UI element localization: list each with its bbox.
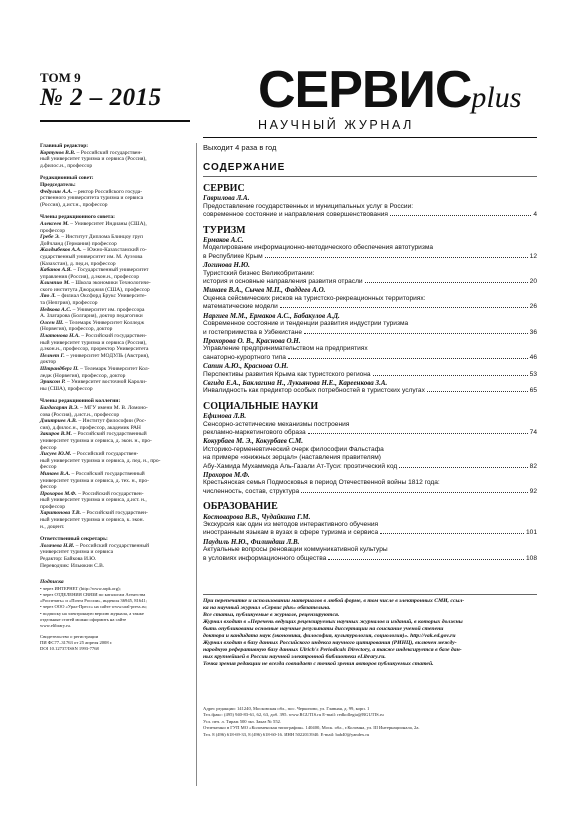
board-line xyxy=(40,497,190,504)
council-members-heading: Члены редакционного совета: xyxy=(40,214,116,221)
toc-page-number: 101 xyxy=(525,529,537,537)
board-line xyxy=(40,247,190,254)
toc-section-title: ОБРАЗОВАНИЕ xyxy=(203,501,278,513)
toc-title-line: Актуальные вопросы реновации коммуникативной культуры xyxy=(203,546,388,554)
toc-title-line: Моделирование информационно-методического обеспечения автотуризма xyxy=(203,244,434,252)
person-affiliation: профессор xyxy=(40,227,65,234)
toc-page-number: 20 xyxy=(529,278,537,286)
toc-entry-line[interactable] xyxy=(203,555,537,563)
board-line xyxy=(40,451,190,458)
address-line: Усл. печ. л. Тираж 500 экз. Заказ № 552. xyxy=(203,718,282,724)
council-chair-heading: Председатель: xyxy=(40,181,76,188)
board-line xyxy=(40,346,190,353)
subscription-line: • через ОТДЕЛЕНИЯ СВЯЗИ по каталогам Агентства xyxy=(40,592,146,598)
toc-title-line: Экскурсия как один из методов интерактивного обучения xyxy=(203,521,379,529)
person-affiliation: ны (США), профессор xyxy=(40,385,93,392)
person-affiliation: – Государственный университет xyxy=(71,267,149,274)
person-affiliation: – Российский государствен- xyxy=(71,451,139,458)
person-affiliation: – Телемарк Университет Кол- xyxy=(78,366,150,372)
toc-entry-line[interactable] xyxy=(203,463,537,471)
person-affiliation: профессор xyxy=(40,503,65,510)
toc-entry-line[interactable] xyxy=(203,529,537,537)
toc-dot-leader xyxy=(373,375,528,376)
board-line xyxy=(40,163,190,170)
board-line xyxy=(40,366,190,373)
person-affiliation: – университет МОДУЛЬ (Австрия), xyxy=(64,352,150,359)
board-line xyxy=(40,202,190,209)
board-line xyxy=(40,484,190,491)
person-affiliation: сия), д.филос.н., профессор, академик РАН xyxy=(40,424,141,431)
note-line: ных крупнейшей в России научной электронной библиотеки eLibrary.ru. xyxy=(203,654,386,660)
board-line xyxy=(40,189,190,196)
person-affiliation: та (Непгрия), профессор xyxy=(40,300,98,307)
board-line xyxy=(40,464,190,471)
toc-page-number: 4 xyxy=(533,211,537,219)
person-name: Багдасарян В.Э. xyxy=(40,404,79,411)
journal-logo xyxy=(258,61,522,119)
subscription-line: отдельные статей можно оформить на сайте xyxy=(40,616,127,622)
toc-dot-leader xyxy=(365,282,528,283)
frequency-text: Выходит 4 раза в год xyxy=(203,143,277,152)
subscription-heading: Подписка xyxy=(40,579,64,586)
person-affiliation: Переводчик: Ильюкин С.В. xyxy=(40,562,105,569)
contents-title: СОДЕРЖАНИЕ xyxy=(203,162,286,173)
person-affiliation: – Институт философии (Рос- xyxy=(77,418,147,425)
person-name: Олсен Ш. xyxy=(40,319,64,326)
toc-title-line: Сенсорно-эстетические механизмы построения xyxy=(203,420,350,428)
board-line xyxy=(40,478,190,485)
note-line: народную реферативную базу данных Ulrich's Periodicals Directory, а также индексируется в базе дан- xyxy=(203,647,462,653)
person-affiliation: – Институт Диплома Блинцоу груп xyxy=(59,234,144,241)
board-line xyxy=(40,280,190,287)
board-line xyxy=(40,431,190,438)
toc-title-line: и гостеприимства в Узбекистане xyxy=(203,328,302,336)
board-members-block xyxy=(40,405,190,530)
contents-rule xyxy=(203,176,537,177)
toc-page-number: 36 xyxy=(529,328,537,336)
note-rule xyxy=(203,594,537,595)
person-name: Харитонова Т.В. xyxy=(40,510,81,517)
note-line: Журнал входит в базу данных Российского индекса научного цитирования (РИНЦ), включен между- xyxy=(203,640,457,646)
person-affiliation: рственного университета туризма и сервиса xyxy=(40,195,144,202)
board-line xyxy=(40,386,190,393)
toc-section-title: ТУРИЗМ xyxy=(203,224,246,236)
person-affiliation: ный университет туризма и сервиса (Россия), xyxy=(40,156,147,163)
toc-page-number: 108 xyxy=(525,554,537,562)
person-name: Кортунов В.В. xyxy=(40,149,76,156)
toc-page-number: 74 xyxy=(529,428,537,436)
note-line: доктора и кандидата наук (экономика, философия, культурология, социология)». http://vak.ed.gov.ru xyxy=(203,633,456,639)
toc-dot-leader xyxy=(265,257,528,258)
person-name: Жалдыбеков А.А. xyxy=(40,247,82,254)
toc-dot-leader xyxy=(328,559,524,560)
toc-entry-line[interactable] xyxy=(203,488,537,496)
board-line xyxy=(40,418,190,425)
person-affiliation: – Российский государствен- xyxy=(80,510,148,517)
toc-entry-line[interactable] xyxy=(203,429,537,437)
journal-subtitle: НАУЧНЫЙ ЖУРНАЛ xyxy=(258,118,414,132)
board-line xyxy=(40,438,190,445)
person-affiliation: ный университет туризма и сервиса, к. экон. xyxy=(40,517,144,524)
toc-page-number: 65 xyxy=(529,387,537,395)
toc-title-line: на примере «книжных зерцал» (наставления правителям) xyxy=(203,454,381,462)
publisher-address xyxy=(203,706,537,738)
council-members-block xyxy=(40,221,190,392)
toc-title-line: Историко-герменевтический очерк философии Фальстафа xyxy=(203,445,384,453)
board-line xyxy=(40,333,190,340)
board-line xyxy=(40,458,190,465)
person-affiliation: фессор xyxy=(40,464,57,471)
logo-plus-text: plus xyxy=(471,81,522,114)
header-rule-left xyxy=(40,120,190,122)
person-affiliation: – Российский государственный xyxy=(74,542,150,549)
toc-author: Ефимова Л.В. xyxy=(203,412,247,421)
toc-title-line: Перспективы развития Крыма как туристского региона xyxy=(203,370,371,378)
toc-author: Кокурбаев М. Э., Кокурбаев С.М. xyxy=(203,437,303,446)
person-affiliation: Редактор: Байкова И.Ю. xyxy=(40,556,97,563)
note-line: быть опубликованы основные научные результаты диссертации на соискание ученой степени xyxy=(203,626,444,632)
logo-main-text: СЕРВИС xyxy=(258,61,472,119)
note-line: Журнал входит в «Перечень ведущих рецензируемых научных журналов и изданий, в которых должны xyxy=(203,619,463,625)
toc-dot-leader xyxy=(427,391,528,392)
toc-dot-leader xyxy=(308,433,528,434)
chief-editor-heading: Главный редактор: xyxy=(40,143,89,149)
registration-line: Свидетельство о регистрации xyxy=(40,634,99,640)
toc-dot-leader xyxy=(304,333,528,334)
person-name: Дмитриев А.В. xyxy=(40,418,78,425)
address-line: Тел. 8 (496) 618-69-33, 8 (496) 618-60-16. ИНН 5022013940. E-mail: bab40@yandex.ru xyxy=(203,731,370,737)
person-affiliation: университет туризма и сервиса xyxy=(40,549,114,556)
toc-title-line: Управление предпринимательством на предприятиях xyxy=(203,345,368,353)
person-affiliation: – Телемарк Университет Колледж xyxy=(63,319,145,326)
person-affiliation: (Казахстан), д. пед.н, профессор xyxy=(40,260,116,267)
council-heading: Редакционный совет: xyxy=(40,175,94,182)
toc-entry-line[interactable] xyxy=(203,371,537,379)
board-line xyxy=(40,517,190,524)
board-line xyxy=(40,353,190,360)
board-line xyxy=(40,195,190,202)
person-name: Платонова Н.А. xyxy=(40,333,80,340)
subscription-block xyxy=(40,586,190,629)
person-name: Пелнет Г. xyxy=(40,352,65,359)
note-line: При перепечатке и использовании материалов в любой форме, в том числе в электронных СМИ, ссыл- xyxy=(203,598,465,604)
issue-label: № 2 – 2015 xyxy=(40,84,162,111)
toc-section-title: СЕРВИС xyxy=(203,183,245,194)
toc-title-line: Абу-Хамида Мухаммеда Аль-Газали Ат-Туси: проэтический код xyxy=(203,462,398,470)
person-affiliation: – Российский государствен- xyxy=(75,149,143,156)
toc-dot-leader xyxy=(301,492,527,493)
person-affiliation: ный университет туризма и сервиса, д. пед. н., про- xyxy=(40,457,161,464)
board-line xyxy=(40,234,190,241)
registration-block xyxy=(40,634,190,652)
toc-author: Костоварова В.В., Чудайкина Г.М. xyxy=(203,512,311,521)
board-line xyxy=(40,471,190,478)
person-name: Эриксон Р. xyxy=(40,379,66,386)
toc-section-title: СОЦИАЛЬНЫЕ НАУКИ xyxy=(203,400,319,412)
person-affiliation: (Россия), д.ист.н., профессор xyxy=(40,201,108,208)
toc-entry-line[interactable] xyxy=(203,253,537,261)
person-name: Кабанов А.Я. xyxy=(40,267,72,274)
toc-author: Прохоров М.Ф. xyxy=(203,471,250,479)
board-line xyxy=(40,359,190,366)
person-name: Штрандберг П. xyxy=(40,366,79,372)
person-name: Климпио М. xyxy=(40,280,70,287)
secretary-block xyxy=(40,543,190,569)
toc-entry-line[interactable] xyxy=(203,329,537,337)
subscription-line: www.elibrary.ru. xyxy=(40,623,71,629)
toc-author: Свгида Е.А., Баклагина Н., Лукьянова Н.Е., Кареенкова З.А. xyxy=(203,378,388,387)
person-affiliation: – Российский государственный xyxy=(70,470,145,477)
board-line xyxy=(40,379,190,386)
toc-entry-line[interactable] xyxy=(203,211,537,219)
person-name: Недкова А.С. xyxy=(40,306,72,313)
person-affiliation: ный университет туризма и сервиса (Россия), xyxy=(40,339,147,346)
table-of-contents xyxy=(203,185,537,563)
toc-dot-leader xyxy=(380,533,524,534)
toc-entry-line[interactable] xyxy=(203,278,537,286)
board-line xyxy=(40,313,190,320)
person-name: Алексеев М. xyxy=(40,220,69,227)
person-affiliation: н., доцент. xyxy=(40,523,65,530)
note-line: Все статьи, публикуемые в журнале, рецензируются. xyxy=(203,612,340,618)
person-affiliation: управления (Россия), д.экон.н., профессор xyxy=(40,273,139,280)
toc-author: Паудиль Н.Ю., Филиндаш Л.В. xyxy=(203,537,300,546)
toc-author: Гаврилова Л.А. xyxy=(203,194,250,203)
toc-title-line: современное состояние и направления совершенствования xyxy=(203,211,388,219)
toc-title-line: Инвалидность как предиктор особых потребностей в туристских услугах xyxy=(203,387,425,395)
toc-title-line: рекламно-маркетингового образа xyxy=(203,428,306,436)
person-name: Гребе Э. xyxy=(40,234,60,241)
toc-page-number: 53 xyxy=(529,370,537,378)
toc-author: Логинова Н.Ю. xyxy=(203,261,250,270)
toc-title-line: математические модели xyxy=(203,303,278,311)
toc-entry-line[interactable] xyxy=(203,354,537,362)
toc-title-line: численность, состав, структура xyxy=(203,487,300,495)
editorial-board-column xyxy=(40,143,190,652)
person-affiliation: – Российский государствен- xyxy=(76,490,144,497)
toc-author: Прохорова О. В., Краснова О.Н. xyxy=(203,336,301,345)
person-affiliation: – ректор Российского госуда- xyxy=(72,188,143,195)
person-affiliation: сударственный университет им. М. Ауэзова xyxy=(40,253,143,260)
person-affiliation: – Российский государственный xyxy=(72,431,147,438)
board-line xyxy=(40,563,190,570)
toc-entry-line[interactable] xyxy=(203,303,537,311)
person-affiliation: фессор xyxy=(40,484,57,491)
board-line xyxy=(40,267,190,274)
person-affiliation: доктор xyxy=(40,359,56,366)
person-affiliation: университет туризма и сервиса, д. экон. н., про- xyxy=(40,437,152,444)
council-block xyxy=(40,189,190,209)
person-affiliation: университет туризма и сервиса, д. тех. н., про- xyxy=(40,477,149,484)
person-affiliation: ледж (Норвегия), профессор, доктор xyxy=(40,372,126,379)
person-affiliation: – Российский государствен- xyxy=(79,333,147,340)
toc-author: Наргиев М.М., Ермаков А.С., Бабакулов А.Д. xyxy=(203,311,340,320)
person-affiliation: – Южно-Казахстанский го- xyxy=(81,247,147,254)
board-line xyxy=(40,274,190,281)
person-name: Федулин А.А. xyxy=(40,188,73,195)
toc-title-line: Предоставление государственных и муниципальных услуг в России: xyxy=(203,202,414,210)
registration-line: ПИ ФС77–31763 от 25 апреля 2008 г. xyxy=(40,640,113,646)
toc-page-number: 92 xyxy=(529,487,537,495)
person-affiliation: фессор xyxy=(40,444,57,451)
person-affiliation: Дойчланд (Германия) профессор xyxy=(40,240,117,247)
person-affiliation: А. Златарова (Болгария), доктор педагогики xyxy=(40,313,143,320)
board-line xyxy=(40,156,190,163)
person-affiliation: – филиал Оксфорд Брукс Университе- xyxy=(55,293,147,300)
board-line xyxy=(40,556,190,563)
column-divider xyxy=(196,143,197,786)
board-line xyxy=(40,300,190,307)
toc-author: Сапин А.Ю., Краснова О.Н. xyxy=(203,362,289,371)
board-line xyxy=(40,405,190,412)
toc-page-number: 82 xyxy=(529,462,537,470)
board-line xyxy=(40,524,190,531)
board-line xyxy=(40,221,190,228)
person-affiliation: – Университет Индианы (США), xyxy=(68,220,147,227)
toc-title-line: история и основные направления развития отрасли xyxy=(203,278,363,286)
header-rule-right xyxy=(203,137,537,138)
subscription-line: • через ИНТЕРНЕТ (http://www.arpk.org); xyxy=(40,585,121,591)
toc-title-line: в Республике Крым xyxy=(203,252,263,260)
toc-title-line: Современное состояние и тенденции развития индустрии туризма xyxy=(203,320,409,328)
person-affiliation: сова (Россия), д.ист.н., профессор xyxy=(40,411,120,418)
copyright-note xyxy=(203,598,537,668)
board-heading: Члены редакционной коллегии: xyxy=(40,398,121,405)
subscription-line: • подписку на электронную версию журнала, а также xyxy=(40,610,144,616)
chief-editor-block xyxy=(40,150,190,170)
person-name: Лисуев Ю.М. xyxy=(40,451,72,458)
person-name: Логачева Н.И. xyxy=(40,542,75,549)
registration-line: DOI 10.12737/ISSN 1993-7768 xyxy=(40,646,99,652)
person-name: Минаев В.А. xyxy=(40,470,71,477)
address-line: Отпечатано в ГУП МО «Коломенская типография». 140400, Моск. обл., г.Коломна, ул. III Интернационала, 2а. xyxy=(203,725,420,731)
person-name: Ляо Л. xyxy=(40,293,56,300)
person-affiliation: – Университет им. профессора xyxy=(71,306,145,313)
toc-dot-leader xyxy=(288,358,528,359)
toc-dot-leader xyxy=(399,467,527,468)
toc-title-line: Крестьянская семья Подмосковья в период Отечественной войны 1812 года: xyxy=(203,479,440,487)
toc-author: Минаев В.А., Сычев М.П., Фаддеев А.О. xyxy=(203,286,326,295)
person-affiliation: ского института Джорджия (США), профессор xyxy=(40,286,150,293)
person-affiliation: – МГУ имени М. В. Ломоно- xyxy=(78,404,148,411)
subscription-line: «Роспечать» и «Почта России», индексы 36945, 81641; xyxy=(40,598,147,604)
toc-author: Ермаков А.С. xyxy=(203,236,244,245)
toc-title-line: Туристский бизнес Великобритании: xyxy=(203,269,315,277)
address-line: Адрес редакции: 141240, Московская обл., пос. Черкизово, ул. Главная, д. 99, корп. 1 xyxy=(203,706,370,711)
person-affiliation: ный университет туризма и сервиса, д.ист. н., xyxy=(40,497,147,504)
note-line: ка на научный журнал «Сервис plus» обязательна. xyxy=(203,605,331,611)
toc-dot-leader xyxy=(280,307,528,308)
person-name: Прохоров М.Ф. xyxy=(40,490,77,497)
board-line xyxy=(40,254,190,261)
person-affiliation: д.экон.н., профессор, проректор Университета xyxy=(40,346,149,353)
toc-page-number: 12 xyxy=(529,252,537,260)
person-affiliation: – Университет восточной Кароли- xyxy=(65,379,147,386)
toc-title-line: санаторно-курортного типа xyxy=(203,353,286,361)
person-affiliation: – Школа экономики Технологиче- xyxy=(69,280,151,287)
note-line: Точка зрения редакции не всегда совпадает с точкой зрения авторов публикуемых статей. xyxy=(203,661,434,667)
toc-page-number: 26 xyxy=(529,303,537,311)
toc-title-line: иностранным языкам в вузах в сфере туризма и сервиса xyxy=(203,529,379,537)
person-affiliation: д.филос.н., профессор xyxy=(40,162,93,169)
toc-page-number: 46 xyxy=(529,353,537,361)
subscription-line: • через ООО «Урал-Пресс» на сайте www.ural-press.ru; xyxy=(40,604,147,610)
board-line xyxy=(40,543,190,550)
toc-dot-leader xyxy=(390,215,531,216)
toc-title-line: в условиях информационного общества xyxy=(203,554,327,562)
toc-entry-line[interactable] xyxy=(203,387,537,395)
address-line: Тел./факс: (495) 940-83-61, 62, 63, доб. 395. www.RGUTIS.ru E-mail: redkollegia@RGUTIS.ru xyxy=(203,712,384,718)
volume-label: ТОМ 9 xyxy=(40,70,81,85)
toc-title-line: Оценка сейсмических рисков на туристско-рекреационных территориях: xyxy=(203,294,426,302)
person-name: Закиров В.М. xyxy=(40,431,73,438)
person-affiliation: (Норвегия), профессор, доктор xyxy=(40,326,113,333)
secretary-heading: Ответственный секретарь: xyxy=(40,536,108,543)
